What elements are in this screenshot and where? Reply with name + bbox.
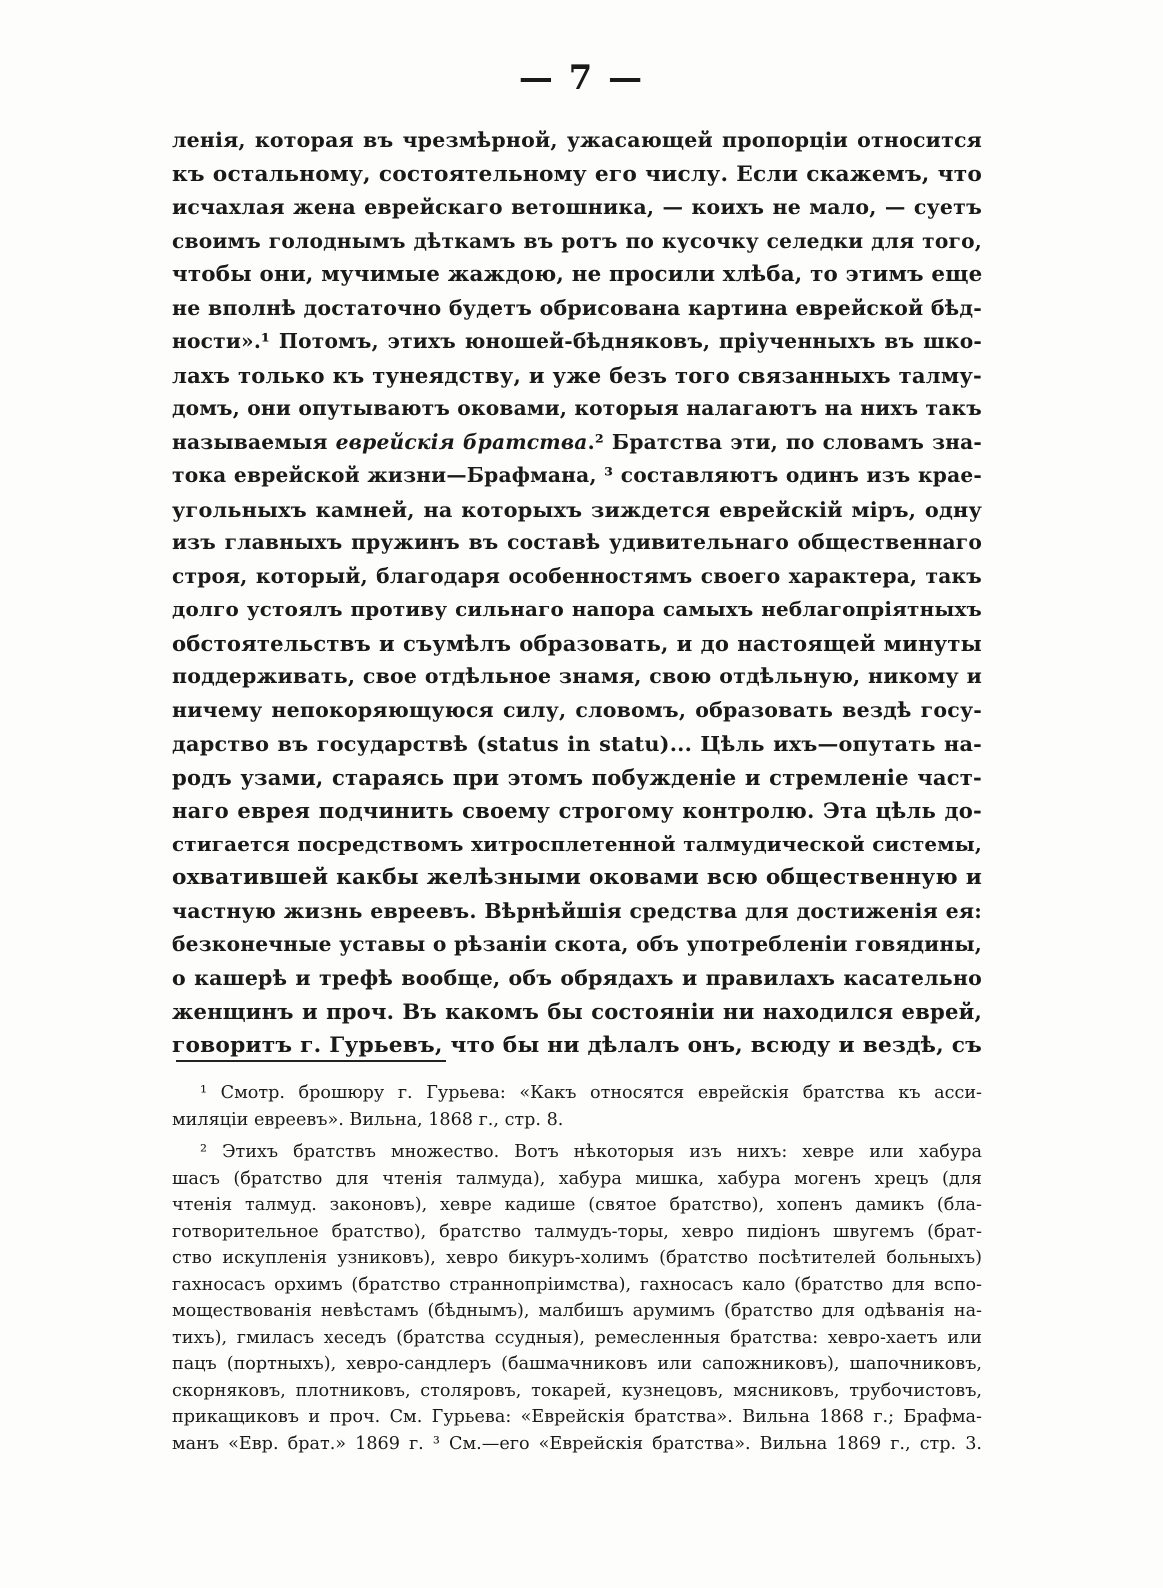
text-line: стигается посредствомъ хитросплетенной талмудической системы, <box>172 831 982 856</box>
text-line: дарство въ государствѣ (status in statu)... Цѣль ихъ—опутать на- <box>172 731 982 756</box>
footnote-line: шасъ (братство для чтенія талмуда), хабура мишка, хабура могенъ хрецъ (для <box>172 1168 982 1189</box>
text-line: къ остальному, состоятельному его числу. Если скажемъ, что <box>172 161 982 187</box>
footnote-line: миляціи евреевъ». Вильна, 1868 г., стр. 8. <box>172 1109 564 1130</box>
text-line: чтобы они, мучимые жаждою, не просили хлѣба, то этимъ еще <box>172 262 983 287</box>
text-line: ности».¹ Потомъ, этихъ юношей-бѣдняковъ, пріученныхъ въ шко- <box>172 329 982 353</box>
text-line: изъ главныхъ пружинъ въ составѣ удивительнаго общественнаго <box>172 530 982 554</box>
text-line: ничему непокоряющуюся силу, словомъ, образовать вездѣ госу- <box>172 697 982 722</box>
footnote-line: тихъ), гмиласъ хеседъ (братства ссудныя), ремесленныя братства: хевро-хаетъ или <box>172 1327 982 1348</box>
footnote-line: пацъ (портныхъ), хевро-сандлеръ (башмачниковъ или сапожниковъ), шапочниковъ, <box>172 1354 982 1374</box>
page-number: — 7 — <box>518 58 645 98</box>
text-line: женщинъ и проч. Въ какомъ бы состояніи ни находился еврей, <box>172 999 982 1024</box>
text-line: угольныхъ камней, на которыхъ зиждется еврейскій міръ, одну <box>172 496 982 522</box>
footnote-line: ство искупленія узниковъ), хевро бикуръ-холимъ (братство посѣтителей больныхъ) <box>172 1248 982 1268</box>
text-line: своимъ голоднымъ дѣткамъ въ ротъ по кусочку селедки для того, <box>172 228 982 253</box>
footnote-line: моществованія невѣстамъ (бѣднымъ), малбишъ арумимъ (братство для одѣванія на- <box>172 1301 982 1321</box>
text-line: безконечные уставы о рѣзаніи скота, объ употребленіи говядины, <box>172 932 982 956</box>
text-line: называемыя еврейскія братства.² Братства эти, по словамъ зна- <box>172 429 983 454</box>
text-line: ленія, которая въ чрезмѣрной, ужасающей пропорціи относится <box>172 128 982 152</box>
text-line: исчахлая жена еврейскаго ветошника, — коихъ не мало, — суетъ <box>172 195 982 219</box>
text-line: строя, который, благодаря особенностямъ своего характера, такъ <box>172 563 982 588</box>
text-line: о кашерѣ и трефѣ вообще, объ обрядахъ и правилахъ касательно <box>172 965 982 990</box>
footnote-line: скорняковъ, плотниковъ, столяровъ, токарей, кузнецовъ, мясниковъ, трубочистовъ, <box>172 1380 982 1401</box>
footnote-line: ¹ Смотр. брошюру г. Гурьева: «Какъ относятся еврейскія братства къ асси- <box>200 1083 982 1103</box>
text-line: долго устоялъ противу сильнаго напора самыхъ неблагопріятныхъ <box>172 597 982 621</box>
text-line: родъ узами, стараясь при этомъ побужденіе и стремленіе част- <box>172 764 982 790</box>
text-line: наго еврея подчинить своему строгому контролю. Эта цѣль до- <box>172 798 982 823</box>
footnote-line: манъ «Евр. брат.» 1869 г. ³ См.—его «Еврейскія братства». Вильна 1869 г., стр. 3. <box>172 1433 982 1454</box>
footnote-line: ² Этихъ братствъ множество. Вотъ нѣкоторыя изъ нихъ: хевре или хабура <box>200 1142 982 1162</box>
text-line: частную жизнь евреевъ. Вѣрнѣйшія средства для достиженія ея: <box>172 898 982 923</box>
text-line: не вполнѣ достаточно будетъ обрисована картина еврейской бѣд- <box>172 295 982 320</box>
footnote-line: прикащиковъ и проч. См. Гурьева: «Еврейскія братства». Вильна 1868 г.; Брафма- <box>172 1407 982 1427</box>
text-line: лахъ только къ тунеядству, и уже безъ того связанныхъ талму- <box>172 362 982 388</box>
footnote-line: готворительное братство), братство талмудъ-торы, хевро пидіонъ швугемъ (брат- <box>172 1221 982 1242</box>
text-line: поддерживать, свое отдѣльное знамя, свою отдѣльную, никому и <box>172 664 982 688</box>
main-text-block <box>172 124 982 1062</box>
text-line: охватившей какбы желѣзными оковами всю общественную и <box>172 865 982 890</box>
footnotes-block <box>172 1080 982 1457</box>
text-line: обстоятельствъ и съумѣлъ образовать, и до настоящей минуты <box>172 630 982 656</box>
footnote-line: гахносасъ орхимъ (братство страннопріимства), гахносасъ кало (братство для вспо- <box>172 1274 982 1295</box>
footnote-line: чтенія талмуд. законовъ), хевре кадише (святое братство), хопенъ дамикъ (бла- <box>172 1195 982 1215</box>
text-line: домъ, они опутываютъ оковами, которыя налагаютъ на нихъ такъ <box>172 396 982 420</box>
text-line: говоритъ г. Гурьевъ, что бы ни дѣлалъ онъ, всюду и вездѣ, съ <box>172 1032 982 1058</box>
footnote-divider <box>176 1060 446 1062</box>
text-line: тока еврейской жизни—Брафмана, ³ составляютъ одинъ изъ крае- <box>172 463 982 487</box>
